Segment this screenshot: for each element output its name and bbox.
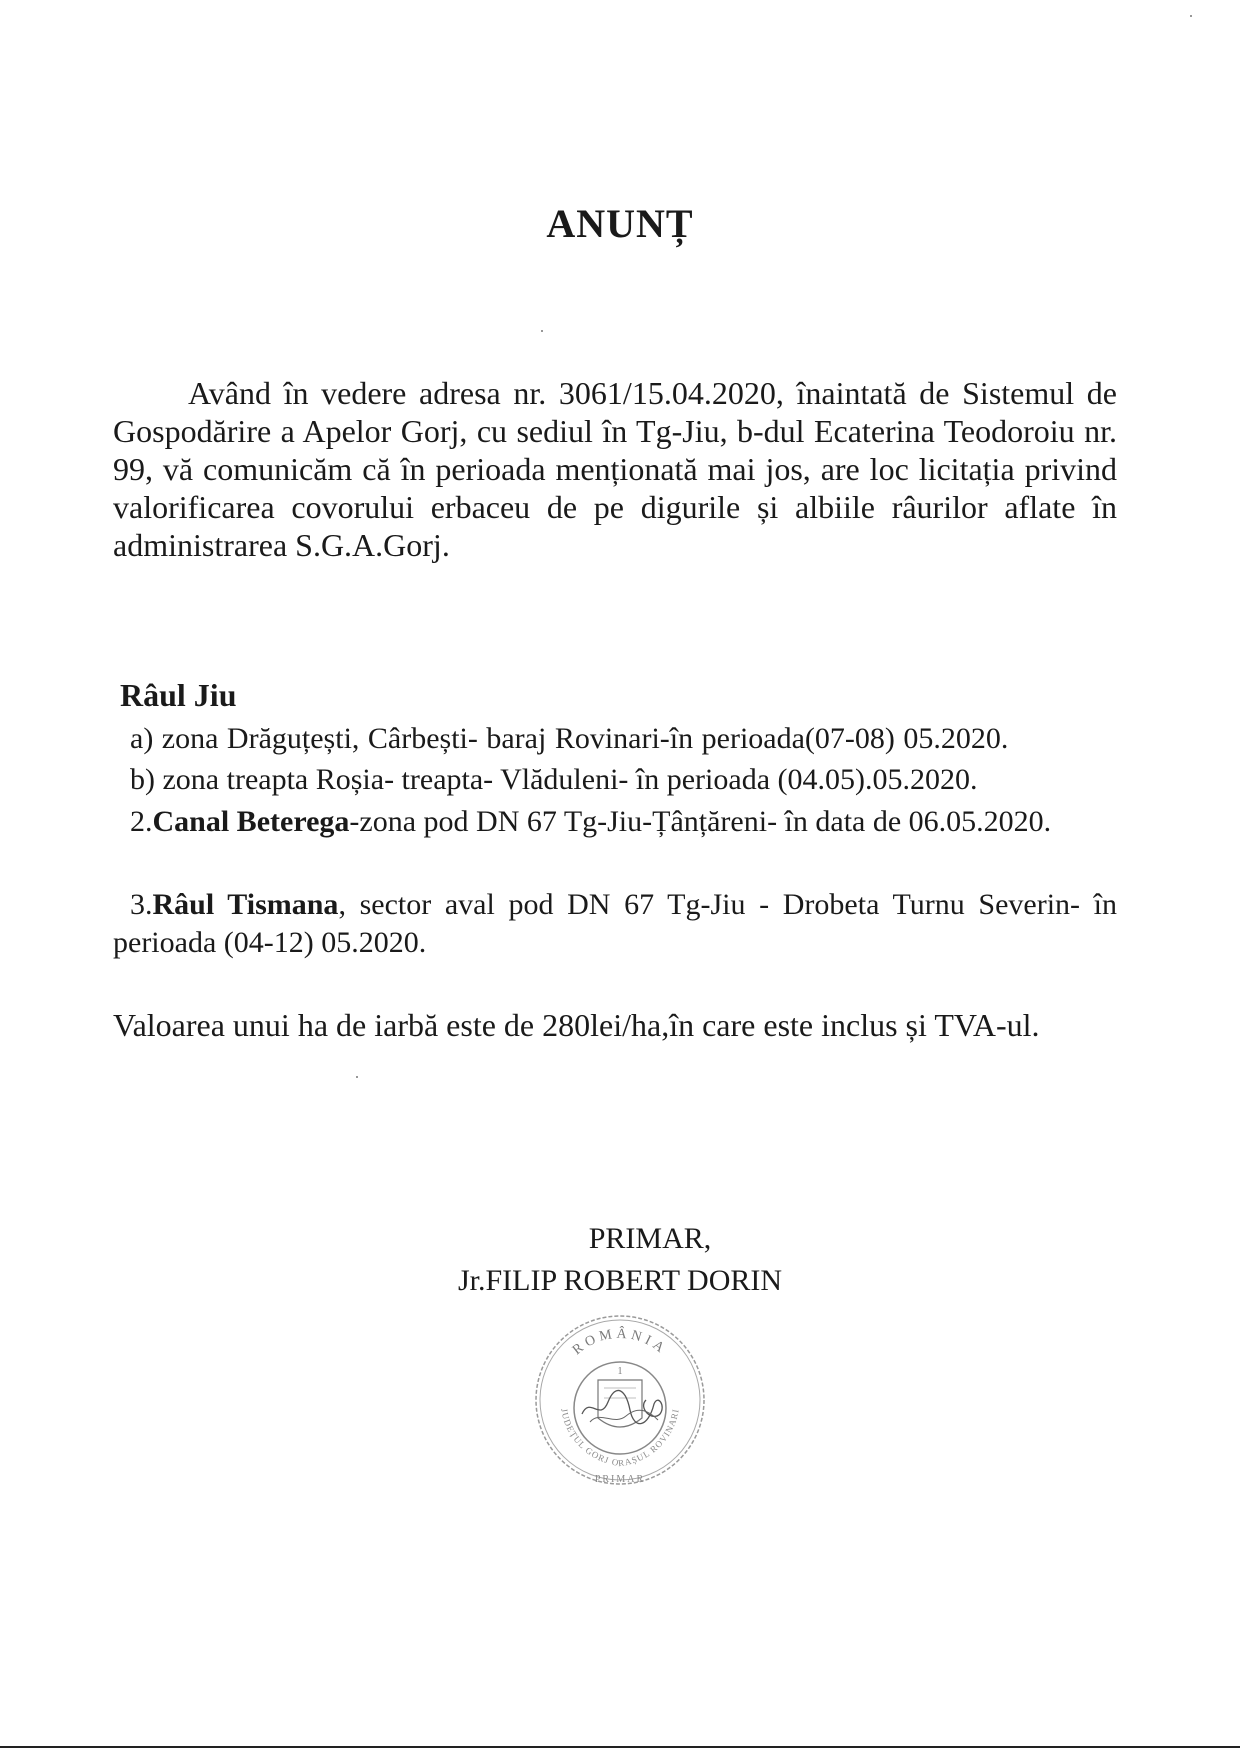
stamp-side-text: JUDEȚUL GORJ ORAȘUL ROVINARI [559, 1407, 681, 1469]
official-stamp [530, 1310, 710, 1490]
stamp-number: 1 [617, 1366, 623, 1377]
stamp-top-text: ROMÂNIA [570, 1326, 670, 1359]
list-item-a: a) zona Drăguțești, Cârbești- baraj Rovinari-în perioada(07-08) 05.2020. [130, 722, 1009, 755]
list-item-b: b) zona treapta Roșia- treapta- Vlăduleni- în perioada (04.05).05.2020. [130, 763, 978, 796]
item-2-text: -zona pod DN 67 Tg-Jiu-Țânțăreni- în data de 06.05.2020. [349, 805, 1052, 838]
list-item-2 [113, 803, 1117, 841]
bottom-rule [0, 1746, 1240, 1748]
intro-paragraph: Având în vedere adresa nr. 3061/15.04.2020, înaintată de Sistemul de Gospodărire a Apelor Gorj, cu sediul în Tg-Jiu, b-dul Ecaterina Teodoroiu nr. 99, vă comunicăm că în perioada menționată mai jos, are loc licitația privind valorificarea covorului erbaceu de pe digurile și albiile râurilor aflate în administrarea S.G.A.Gorj. [113, 375, 1117, 563]
item-3-text: , sector aval pod DN 67 Tg-Jiu - Drobeta Turnu Severin- în perioada (04-12) 05.2020. [113, 888, 1117, 959]
scan-speck [1190, 15, 1192, 17]
item-3-number: 3. [130, 888, 153, 921]
list-item-3 [113, 886, 1117, 962]
item-2-name: Canal Beterega [152, 805, 350, 838]
item-3-name: Râul Tismana [152, 888, 339, 921]
coat-of-arms-icon [598, 1380, 642, 1427]
scan-speck [356, 1076, 358, 1078]
scan-speck [541, 330, 543, 332]
signature-title: PRIMAR, [588, 1222, 712, 1255]
signature-scribble-icon [582, 1390, 662, 1423]
stamp-inner-ring [540, 1320, 700, 1480]
signature-block [0, 1218, 1240, 1302]
item-2-number: 2. [130, 805, 153, 838]
document-title: ANUNȚ [546, 201, 694, 246]
value-paragraph: Valoarea unui ha de iarbă este de 280lei/ha,în care este inclus și TVA-ul. [113, 1007, 1040, 1043]
signature-name: Jr.FILIP ROBERT DORIN [457, 1264, 783, 1297]
river-heading: Râul Jiu [120, 677, 237, 713]
stamp-bottom-text: PRIMAR [594, 1474, 646, 1485]
